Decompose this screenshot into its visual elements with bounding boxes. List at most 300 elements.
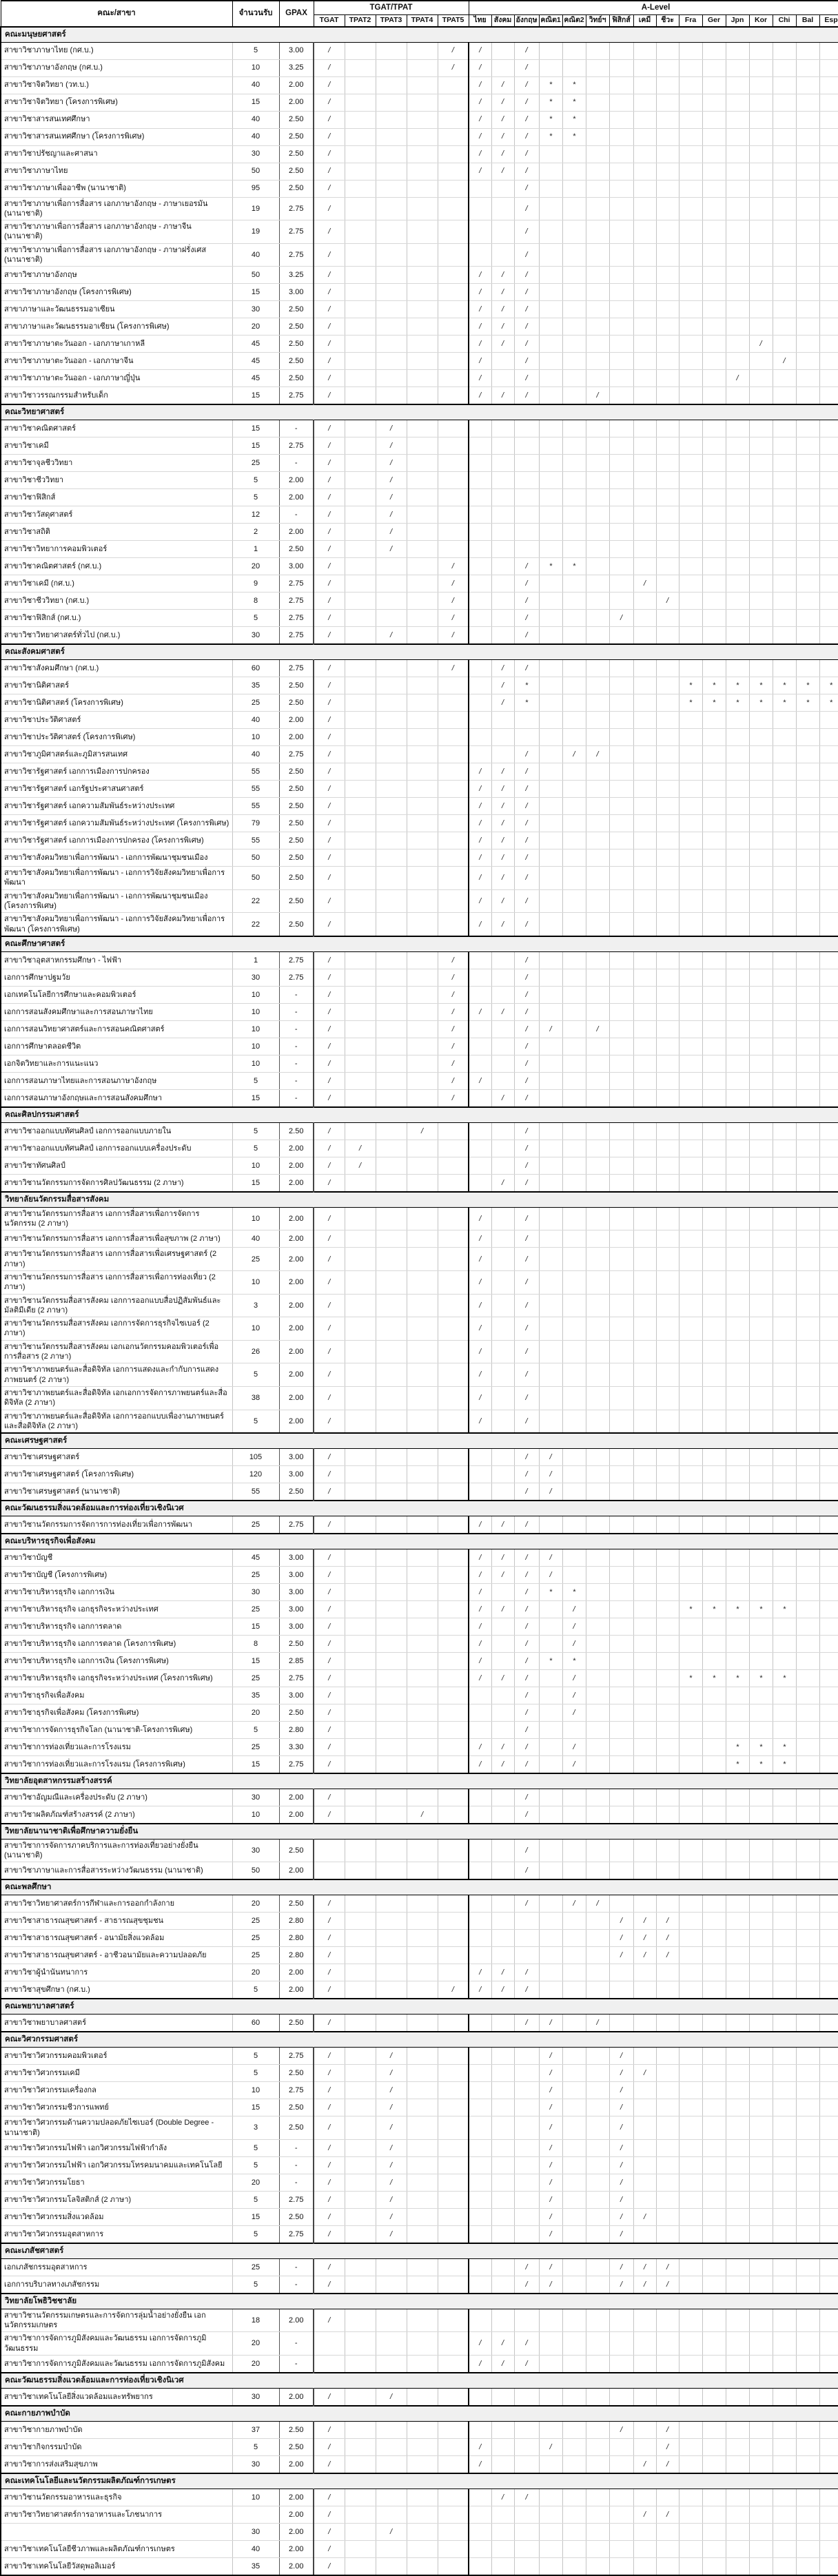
requirement-mark-ger [702, 387, 726, 405]
requirement-mark-fra [679, 1618, 702, 1635]
requirement-mark-math1 [539, 694, 562, 712]
requirement-mark-jpn [726, 472, 749, 489]
major-name-cell: สาขาวิชาวิทยาศาสตร์การกีฬาและการออกกำลังกาย [1, 1895, 232, 1913]
major-row [1, 2174, 838, 2191]
requirement-mark-eng: / [514, 889, 539, 913]
requirement-mark-tpat4 [407, 2225, 438, 2243]
major-row [1, 798, 838, 815]
requirement-mark-chi [773, 849, 796, 867]
requirement-mark-sci [586, 2355, 609, 2373]
requirement-mark-esp [819, 2191, 838, 2208]
requirement-mark-ger [702, 489, 726, 506]
requirement-mark-bal [796, 1600, 819, 1618]
requirement-mark-tpat5 [438, 94, 469, 111]
requirement-mark-math1: / [539, 2099, 562, 2116]
requirement-mark-phys [609, 524, 633, 541]
requirement-mark-thai: / [469, 2332, 491, 2356]
major-row [1, 1230, 838, 1248]
requirement-mark-bio [656, 1003, 679, 1020]
requirement-mark-bio [656, 2208, 679, 2225]
requirement-mark-esp [819, 1516, 838, 1534]
requirement-mark-tpat2 [345, 2355, 376, 2373]
requirement-mark-tpat4 [407, 610, 438, 627]
major-row [1, 1317, 838, 1341]
requirement-mark-fra [679, 1516, 702, 1534]
requirement-mark-social [491, 986, 514, 1003]
requirement-mark-math2 [562, 1566, 586, 1583]
seat-count-cell: 19 [232, 220, 279, 244]
requirement-mark-eng: / [514, 336, 539, 353]
requirement-mark-tpat5 [438, 1363, 469, 1387]
faculty-name: วิทยาลัยนานาชาติเพื่อศึกษาความยั่งยืน [1, 1824, 838, 1839]
requirement-mark-esp [819, 2156, 838, 2174]
requirement-mark-math2 [562, 301, 586, 318]
requirement-mark-jpn [726, 1140, 749, 1157]
major-row [1, 1386, 838, 1410]
requirement-mark-bal [796, 1549, 819, 1566]
requirement-mark-math2 [562, 145, 586, 163]
requirement-mark-ger [702, 1635, 726, 1652]
requirement-mark-bio [656, 660, 679, 677]
requirement-mark-esp [819, 1140, 838, 1157]
requirement-mark-jpn [726, 627, 749, 645]
requirement-mark-esp [819, 815, 838, 832]
gpax-cell: 2.00 [279, 1140, 314, 1157]
requirement-mark-bio [656, 575, 679, 593]
requirement-mark-tgat: / [314, 2099, 345, 2116]
requirement-mark-tpat3 [376, 1635, 407, 1652]
requirement-mark-phys [609, 2438, 633, 2455]
requirement-mark-jpn [726, 1363, 749, 1387]
requirement-mark-phys [609, 1230, 633, 1248]
requirement-mark-math1 [539, 1687, 562, 1704]
requirement-mark-tpat5 [438, 301, 469, 318]
requirement-mark-bal [796, 1055, 819, 1072]
requirement-mark-bal [796, 1583, 819, 1600]
requirement-mark-tpat3: / [376, 420, 407, 437]
col-header-eng: อังกฤษ [514, 14, 539, 26]
requirement-mark-tpat3 [376, 1583, 407, 1600]
requirement-mark-ger [702, 951, 726, 969]
requirement-mark-jpn [726, 301, 749, 318]
requirement-mark-tpat5 [438, 1566, 469, 1583]
requirement-mark-tpat3 [376, 1207, 407, 1230]
major-row [1, 2258, 838, 2276]
requirement-mark-tpat3 [376, 1981, 407, 1999]
requirement-mark-tpat5 [438, 1340, 469, 1363]
requirement-mark-bal [796, 832, 819, 849]
requirement-mark-kor: * [749, 1738, 773, 1755]
requirement-mark-sci [586, 2332, 609, 2356]
requirement-mark-tgat: / [314, 145, 345, 163]
requirement-mark-chi [773, 1207, 796, 1230]
requirement-mark-tgat: / [314, 2540, 345, 2557]
requirement-mark-esp [819, 1549, 838, 1566]
requirement-mark-jpn [726, 1687, 749, 1704]
gpax-cell: 2.50 [279, 677, 314, 694]
requirement-mark-math1: * [539, 1652, 562, 1669]
requirement-mark-bal [796, 913, 819, 936]
requirement-mark-social [491, 1947, 514, 1964]
requirement-mark-phys [609, 1738, 633, 1755]
gpax-cell: - [279, 2139, 314, 2156]
requirement-mark-tpat5 [438, 763, 469, 781]
major-name-cell: สาขาวิชาภาษาอังกฤษ (โครงการพิเศษ) [1, 284, 232, 301]
requirement-mark-fra [679, 59, 702, 76]
requirement-mark-tpat2 [345, 455, 376, 472]
seat-count-cell: 10 [232, 1270, 279, 1294]
requirement-mark-chem [633, 2082, 656, 2099]
requirement-mark-jpn [726, 729, 749, 746]
requirement-mark-tpat4 [407, 986, 438, 1003]
requirement-mark-thai [469, 197, 491, 220]
requirement-mark-tpat3 [376, 1140, 407, 1157]
requirement-mark-bio [656, 1248, 679, 1271]
requirement-mark-tpat3: / [376, 2116, 407, 2140]
requirement-mark-math1 [539, 455, 562, 472]
requirement-mark-tpat5 [438, 2258, 469, 2276]
requirement-mark-eng [514, 2156, 539, 2174]
requirement-mark-tpat2 [345, 781, 376, 798]
major-name-cell: สาขาวิชาเศรษฐศาสตร์ (นานาชาติ) [1, 1483, 232, 1501]
requirement-mark-eng: / [514, 387, 539, 405]
requirement-mark-jpn [726, 867, 749, 890]
requirement-mark-ger [702, 111, 726, 128]
requirement-mark-math2 [562, 815, 586, 832]
requirement-mark-fra [679, 2455, 702, 2473]
requirement-mark-bal [796, 2540, 819, 2557]
requirement-mark-bio [656, 1600, 679, 1618]
requirement-mark-math2 [562, 2540, 586, 2557]
requirement-mark-chi [773, 2048, 796, 2065]
requirement-mark-tgat: / [314, 1618, 345, 1635]
requirement-mark-ger [702, 1157, 726, 1174]
requirement-mark-jpn [726, 815, 749, 832]
requirement-mark-social: / [491, 849, 514, 867]
requirement-mark-tgat: / [314, 558, 345, 575]
requirement-mark-math1 [539, 677, 562, 694]
requirement-mark-tpat2 [345, 2065, 376, 2082]
requirement-mark-bal [796, 301, 819, 318]
requirement-mark-tpat3 [376, 1230, 407, 1248]
requirement-mark-ger [702, 1270, 726, 1294]
major-row [1, 267, 838, 284]
major-name-cell: สาขาวิชาวิศวกรรมชีวการแพทย์ [1, 2099, 232, 2116]
requirement-mark-thai [469, 627, 491, 645]
requirement-mark-tgat: / [314, 1449, 345, 1466]
requirement-mark-phys [609, 370, 633, 387]
requirement-mark-chi [773, 163, 796, 180]
requirement-mark-thai [469, 541, 491, 558]
requirement-mark-bio [656, 2082, 679, 2099]
requirement-mark-social: / [491, 798, 514, 815]
requirement-mark-jpn [726, 267, 749, 284]
gpax-cell: 2.50 [279, 2208, 314, 2225]
requirement-mark-esp [819, 1340, 838, 1363]
requirement-mark-phys [609, 1483, 633, 1501]
faculty-name: คณะพลศึกษา [1, 1879, 838, 1895]
requirement-mark-thai [469, 2523, 491, 2540]
requirement-mark-math2 [562, 284, 586, 301]
requirement-mark-math2 [562, 1981, 586, 1999]
requirement-mark-tpat4 [407, 781, 438, 798]
requirement-mark-bal [796, 2116, 819, 2140]
requirement-mark-tpat4 [407, 1483, 438, 1501]
requirement-mark-esp [819, 558, 838, 575]
requirement-mark-chem [633, 1583, 656, 1600]
requirement-mark-eng: / [514, 111, 539, 128]
requirement-mark-tpat4: / [407, 1806, 438, 1824]
requirement-mark-chi [773, 1157, 796, 1174]
requirement-mark-bal [796, 220, 819, 244]
requirement-mark-math2 [562, 2015, 586, 2032]
requirement-mark-phys [609, 1652, 633, 1669]
major-row [1, 2421, 838, 2438]
requirement-mark-tpat2 [345, 1174, 376, 1192]
requirement-mark-math1 [539, 729, 562, 746]
requirement-mark-math1 [539, 353, 562, 370]
requirement-mark-thai [469, 437, 491, 455]
requirement-mark-tpat4 [407, 1669, 438, 1687]
requirement-mark-bal [796, 128, 819, 145]
requirement-mark-tpat3 [376, 1466, 407, 1483]
requirement-mark-math1 [539, 815, 562, 832]
requirement-mark-tpat3 [376, 1652, 407, 1669]
requirement-mark-esp: * [819, 694, 838, 712]
requirement-mark-tpat3: / [376, 2065, 407, 2082]
requirement-mark-bio [656, 318, 679, 336]
major-row [1, 524, 838, 541]
requirement-mark-social [491, 2455, 514, 2473]
requirement-mark-chem [633, 1140, 656, 1157]
faculty-name: คณะเศรษฐศาสตร์ [1, 1433, 838, 1448]
requirement-mark-chi [773, 1072, 796, 1089]
requirement-mark-phys [609, 575, 633, 593]
requirement-mark-tpat4 [407, 353, 438, 370]
requirement-mark-eng: / [514, 849, 539, 867]
col-header-seats: จำนวนรับ [232, 1, 279, 27]
requirement-mark-kor [749, 2191, 773, 2208]
requirement-mark-thai [469, 575, 491, 593]
major-row [1, 420, 838, 437]
requirement-mark-fra [679, 1687, 702, 1704]
requirement-mark-chi [773, 1038, 796, 1055]
requirement-mark-ger [702, 2489, 726, 2506]
requirement-mark-tpat4 [407, 42, 438, 59]
requirement-mark-bio [656, 1340, 679, 1363]
requirement-mark-tpat2 [345, 59, 376, 76]
requirement-mark-chem [633, 2557, 656, 2575]
requirement-mark-tpat2 [345, 1738, 376, 1755]
requirement-mark-math2 [562, 1230, 586, 1248]
major-name-cell: สาขาวิชารัฐศาสตร์ เอกการเมืองการปกครอง (โครงการพิเศษ) [1, 832, 232, 849]
requirement-mark-tpat2 [345, 2208, 376, 2225]
requirement-mark-tpat4 [407, 1721, 438, 1738]
requirement-mark-eng: / [514, 1340, 539, 1363]
requirement-mark-math1 [539, 2489, 562, 2506]
requirement-mark-phys: / [609, 2048, 633, 2065]
requirement-mark-tpat3 [376, 763, 407, 781]
requirement-mark-chem [633, 94, 656, 111]
major-name-cell: สาขาวิชาภาษาเพื่อการสื่อสาร เอกภาษาอังกฤษ - ภาษาเยอรมัน (นานาชาติ) [1, 197, 232, 220]
requirement-mark-tpat2 [345, 243, 376, 267]
requirement-mark-math1 [539, 267, 562, 284]
requirement-mark-tpat3 [376, 111, 407, 128]
major-name-cell: สาขาวิชาทัศนศิลป์ [1, 1157, 232, 1174]
requirement-mark-tpat3: / [376, 2048, 407, 2065]
requirement-mark-fra [679, 76, 702, 94]
requirement-mark-eng: / [514, 986, 539, 1003]
requirement-mark-chi [773, 763, 796, 781]
requirement-mark-math1 [539, 301, 562, 318]
major-name-cell: สาขาวิชาวิศวกรรมโยธา [1, 2174, 232, 2191]
requirement-mark-esp [819, 1483, 838, 1501]
requirement-mark-fra [679, 1635, 702, 1652]
requirement-mark-esp [819, 1248, 838, 1271]
requirement-mark-tgat: / [314, 867, 345, 890]
requirement-mark-bio [656, 2355, 679, 2373]
requirement-mark-ger [702, 1230, 726, 1248]
requirement-mark-tpat3 [376, 1449, 407, 1466]
major-name-cell: สาขาวิชาผลิตภัณฑ์สร้างสรรค์ (2 ภาษา) [1, 1806, 232, 1824]
requirement-mark-sci [586, 781, 609, 798]
requirement-mark-bal [796, 284, 819, 301]
requirement-mark-esp [819, 2082, 838, 2099]
requirement-mark-sci [586, 763, 609, 781]
requirement-mark-fra [679, 2082, 702, 2099]
requirement-mark-phys [609, 145, 633, 163]
requirement-mark-tpat3 [376, 2015, 407, 2032]
seat-count-cell: 5 [232, 2065, 279, 2082]
requirement-mark-social [491, 1930, 514, 1947]
requirement-mark-math2: / [562, 1618, 586, 1635]
requirement-mark-math2 [562, 370, 586, 387]
requirement-mark-thai [469, 558, 491, 575]
requirement-mark-bio [656, 832, 679, 849]
requirement-mark-ger [702, 1618, 726, 1635]
major-name-cell: สาขาวิชาวิศวกรรมไฟฟ้า เอกวิศวกรรมโทรคมนาคมและเทคโนโลยี [1, 2156, 232, 2174]
seat-count-cell: 45 [232, 353, 279, 370]
gpax-cell: 2.00 [279, 1157, 314, 1174]
requirement-mark-esp [819, 220, 838, 244]
requirement-mark-ger [702, 1738, 726, 1755]
requirement-mark-chem [633, 2421, 656, 2438]
requirement-mark-eng: / [514, 1020, 539, 1038]
requirement-mark-sci [586, 1806, 609, 1824]
requirement-mark-bal [796, 1466, 819, 1483]
requirement-mark-tgat: / [314, 1230, 345, 1248]
seat-count-cell: 50 [232, 163, 279, 180]
requirement-mark-esp [819, 781, 838, 798]
requirement-mark-social [491, 1294, 514, 1317]
requirement-mark-esp [819, 1055, 838, 1072]
requirement-mark-tgat: / [314, 267, 345, 284]
requirement-mark-chem [633, 1895, 656, 1913]
requirement-mark-tpat2 [345, 593, 376, 610]
requirement-mark-kor: * [749, 1600, 773, 1618]
requirement-mark-thai: / [469, 1669, 491, 1687]
requirement-mark-tgat: / [314, 1583, 345, 1600]
requirement-mark-tpat2 [345, 1386, 376, 1410]
requirement-mark-tpat4 [407, 1055, 438, 1072]
requirement-mark-jpn [726, 1410, 749, 1433]
requirement-mark-tpat3 [376, 1089, 407, 1107]
requirement-mark-eng: / [514, 1174, 539, 1192]
requirement-mark-jpn [726, 1055, 749, 1072]
requirement-mark-fra [679, 2388, 702, 2406]
requirement-mark-ger [702, 575, 726, 593]
requirement-mark-math1 [539, 2523, 562, 2540]
requirement-mark-tpat3 [376, 94, 407, 111]
requirement-mark-tpat2 [345, 437, 376, 455]
major-row [1, 1483, 838, 1501]
requirement-mark-bio [656, 1483, 679, 1501]
requirement-mark-thai: / [469, 145, 491, 163]
major-name-cell: สาขาวิชาเคมี (กศ.บ.) [1, 575, 232, 593]
major-row [1, 489, 838, 506]
requirement-mark-eng: / [514, 2276, 539, 2294]
requirement-mark-fra [679, 243, 702, 267]
requirement-mark-chi [773, 284, 796, 301]
requirement-mark-social: / [491, 677, 514, 694]
requirement-mark-fra [679, 2065, 702, 2082]
requirement-mark-ger [702, 2540, 726, 2557]
major-name-cell: สาขาวิชานวัตกรรมการสื่อสาร เอกการสื่อสารเพื่อเศรษฐศาสตร์ (2 ภาษา) [1, 1248, 232, 1271]
requirement-mark-jpn [726, 163, 749, 180]
requirement-mark-math2 [562, 2438, 586, 2455]
requirement-mark-ger [702, 1020, 726, 1038]
requirement-mark-bal [796, 1072, 819, 1089]
major-row [1, 832, 838, 849]
requirement-mark-math1 [539, 763, 562, 781]
requirement-mark-esp [819, 387, 838, 405]
requirement-mark-fra [679, 2191, 702, 2208]
requirement-mark-phys: / [609, 610, 633, 627]
requirement-mark-thai: / [469, 832, 491, 849]
requirement-mark-eng: / [514, 220, 539, 244]
requirement-mark-tgat: / [314, 1157, 345, 1174]
requirement-mark-thai: / [469, 1386, 491, 1410]
requirement-mark-thai [469, 1466, 491, 1483]
requirement-mark-chi [773, 1003, 796, 1020]
requirement-mark-social [491, 1466, 514, 1483]
requirement-mark-fra [679, 1738, 702, 1755]
requirement-mark-chi [773, 506, 796, 524]
requirement-mark-tgat: / [314, 627, 345, 645]
requirement-mark-esp [819, 2332, 838, 2356]
requirement-mark-jpn [726, 1704, 749, 1721]
requirement-mark-esp [819, 1003, 838, 1020]
requirement-mark-thai [469, 243, 491, 267]
seat-count-cell: 5 [232, 2225, 279, 2243]
requirement-mark-tgat: / [314, 1483, 345, 1501]
requirement-mark-kor [749, 42, 773, 59]
requirement-mark-sci [586, 1913, 609, 1930]
requirement-mark-esp [819, 2225, 838, 2243]
requirement-mark-chi [773, 1549, 796, 1566]
requirement-mark-social: / [491, 1174, 514, 1192]
major-row [1, 2506, 838, 2523]
major-name-cell: สาขาวิชาวิศวกรรมเคมี [1, 2065, 232, 2082]
requirement-mark-math2: * [562, 128, 586, 145]
requirement-mark-chi [773, 489, 796, 506]
requirement-mark-social [491, 1317, 514, 1341]
requirement-mark-bal [796, 986, 819, 1003]
requirement-mark-eng [514, 472, 539, 489]
requirement-mark-phys [609, 1669, 633, 1687]
requirement-mark-phys [609, 849, 633, 867]
requirement-mark-sci [586, 1687, 609, 1704]
